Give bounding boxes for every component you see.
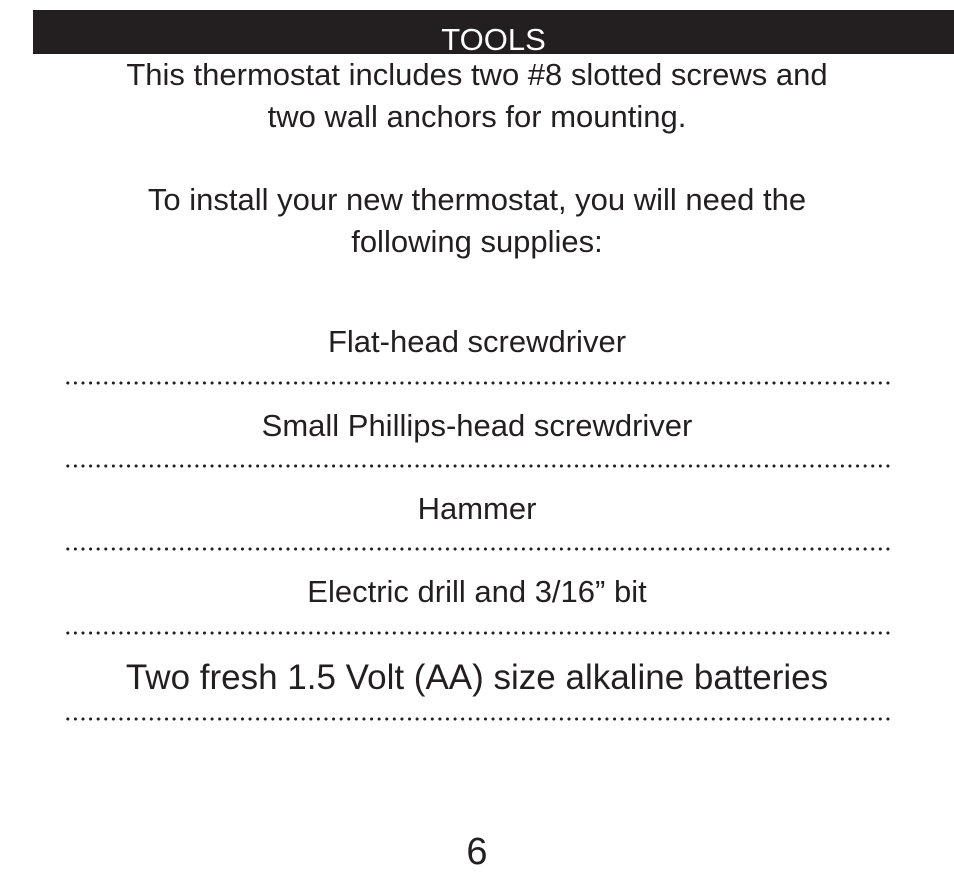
- intro-line: To install your new thermostat, you will need the: [147, 182, 807, 217]
- supply-item-phillips-screwdriver: Small Phillips-head screwdriver: [261, 408, 693, 443]
- intro-line: two wall anchors for mounting.: [267, 99, 687, 134]
- intro-paragraph-supplies: [60, 179, 894, 263]
- dotted-divider: [64, 717, 890, 721]
- dotted-divider: [64, 381, 890, 385]
- intro-paragraph-mounting: [60, 54, 894, 138]
- dotted-divider: [64, 547, 890, 551]
- dotted-divider: [64, 464, 890, 468]
- intro-line: This thermostat includes two #8 slotted screws and: [126, 57, 828, 92]
- supply-item-electric-drill: Electric drill and 3/16” bit: [307, 574, 647, 609]
- section-title: TOOLS: [441, 22, 546, 57]
- supply-item-hammer: Hammer: [417, 491, 537, 526]
- intro-line: following supplies:: [351, 224, 603, 259]
- section-header-bar: [33, 10, 954, 57]
- supply-item-batteries: Two fresh 1.5 Volt (AA) size alkaline batteries: [125, 658, 829, 697]
- dotted-divider: [64, 631, 890, 635]
- page-number: 6: [466, 831, 488, 873]
- supply-item-flat-head-screwdriver: Flat-head screwdriver: [327, 324, 627, 359]
